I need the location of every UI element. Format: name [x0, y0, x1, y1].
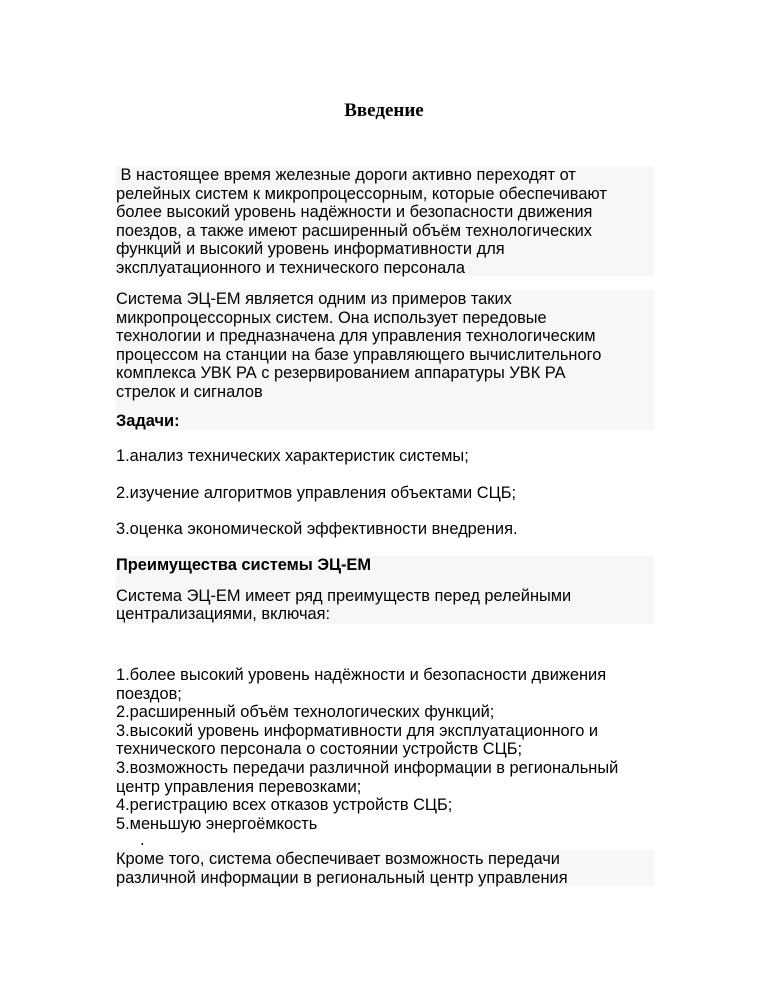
- closing-line: Кроме того, система обеспечивает возможность передачи: [116, 850, 560, 868]
- closing-paragraph: [116, 850, 654, 886]
- advantages-list-item: 2.расширенный объём технологических функций;: [116, 703, 495, 722]
- task-item: 3.оценка экономической эффективности внедрения.: [116, 520, 518, 538]
- system-line: комплекса УВК РА с резервированием аппаратуры УВК РА: [116, 364, 566, 383]
- intro-line: поездов, а также имеют расширенный объём технологических: [116, 221, 592, 240]
- intro-line: эксплуатационного и технического персонала: [116, 258, 465, 277]
- system-line: Система ЭЦ-ЕМ является одним из примеров таких: [116, 290, 512, 308]
- stray-dot: .: [140, 831, 145, 850]
- closing-line: различной информации в региональный центр управления: [116, 868, 568, 887]
- advantages-list-item: 3.возможность передачи различной информации в региональный: [116, 758, 619, 777]
- advantages-list-item: поездов;: [116, 684, 182, 703]
- intro-paragraph: [116, 166, 654, 276]
- intro-line: релейных систем к микропроцессорным, которые обеспечивают: [116, 184, 607, 203]
- advantages-intro-line: централизациями, включая:: [116, 605, 331, 624]
- page-title: Введение: [344, 100, 424, 121]
- task-item: 2.изучение алгоритмов управления объектами СЦБ;: [116, 484, 517, 502]
- system-line: стрелок и сигналов: [116, 382, 263, 401]
- advantages-intro-line: Система ЭЦ-ЕМ имеет ряд преимуществ перед релейными: [116, 586, 572, 605]
- advantages-list-item: технического персонала о состоянии устройств СЦБ;: [116, 740, 523, 759]
- system-line: процессом на станции на базе управляющего вычислительного: [116, 345, 602, 364]
- system-line: микропроцессорных систем. Она использует передовые: [116, 308, 547, 327]
- advantages-list-item: 4.регистрацию всех отказов устройств СЦБ;: [116, 796, 453, 815]
- intro-line: более высокий уровень надёжности и безопасности движения: [116, 203, 593, 222]
- system-paragraph: [116, 290, 654, 430]
- system-line: технологии и предназначена для управления технологическим: [116, 327, 596, 346]
- advantages-list-item: 5.меньшую энергоёмкость: [116, 814, 318, 833]
- intro-line: В настоящее время железные дороги активно переходят от: [116, 166, 576, 184]
- advantages-list-item: 3.высокий уровень информативности для эксплуатационного и: [116, 721, 599, 740]
- task-item: 1.анализ технических характеристик системы;: [116, 447, 469, 465]
- tasks-heading: Задачи:: [116, 411, 180, 430]
- advantages-list-item: центр управления перевозками;: [116, 777, 362, 796]
- advantages-heading: Преимущества системы ЭЦ-ЕМ: [116, 556, 371, 574]
- advantages-list: [116, 666, 654, 850]
- advantages-section: [116, 556, 654, 624]
- advantages-list-item: 1.более высокий уровень надёжности и безопасности движения: [116, 666, 607, 684]
- intro-line: функций и высокий уровень информативности для: [116, 240, 505, 259]
